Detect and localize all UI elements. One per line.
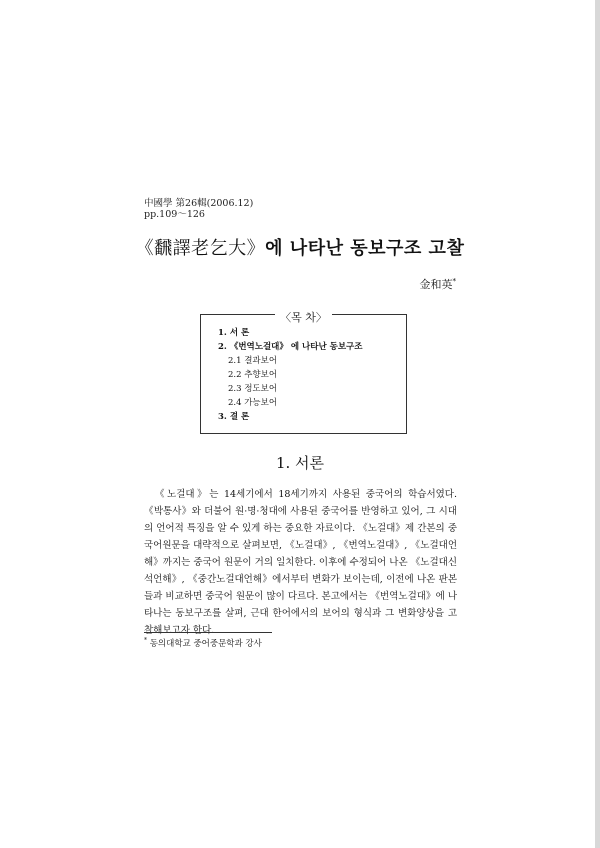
footnote [144, 637, 262, 649]
title-korean: 에 나타난 동보구조 고찰 [265, 238, 465, 259]
section-heading: 1. 서론 [275, 454, 325, 472]
body-paragraph: 《노걸대》는 14세기에서 18세기까지 사용된 중국어의 학습서였다. 《박통사》와 더불어 원·명·청대에 사용된 중국어를 반영하고 있어, 그 시대의 언어적 특징을 알 수 있게 하는 중요한 자료이다. 《노걸대》제 간본의 중국어원문을 대략적으로 살펴보면, 《노걸대》, 《번역노걸대》, 《노걸대언해》까지는 중국어 원문이 거의 일치한다. 이후에 수정되어 나온 《노걸대신석언해》, 《중간노걸대언해》에서부터 변화가 보이는데, 이전에 나온 판본들과 비교하면 중국어 원문이 많이 다르다. 본고에서는 《번역노걸대》에 나타나는 동보구조를 살펴, 근대 한어에서의 보어의 형식과 그 변화양상을 고찰해보고자 한다. [144, 489, 457, 636]
footnote-divider [144, 632, 272, 633]
toc-list [218, 326, 362, 424]
journal-pages: pp.109～126 [144, 209, 205, 220]
toc-item: 1. 서 론 [218, 328, 250, 338]
toc-item: 2. 《번역노걸대》 에 나타난 동보구조 [218, 342, 363, 352]
author-name: 金和英 [419, 278, 453, 291]
paper-title [0, 234, 600, 260]
toc-item: 2.2 추향보어 [228, 370, 278, 380]
page-edge [595, 0, 600, 848]
footnote-mark: * [144, 637, 147, 645]
journal-volume: 中國學 第26輯(2006.12) [144, 198, 254, 209]
author [420, 276, 457, 292]
toc-item: 2.4 가능보어 [228, 398, 278, 408]
author-footnote-mark: * [452, 277, 456, 286]
toc-item: 2.1 결과보어 [228, 356, 278, 366]
title-chinese: 《飜譯老乞大》 [135, 238, 266, 259]
toc-item: 3. 결 론 [218, 412, 250, 422]
journal-info [144, 198, 253, 220]
table-of-contents [200, 311, 407, 434]
toc-item: 2.3 정도보어 [228, 384, 278, 394]
footnote-text: 동의대학교 중어중문학과 강사 [149, 639, 262, 649]
toc-heading: 〈목 차〉 [201, 306, 406, 325]
